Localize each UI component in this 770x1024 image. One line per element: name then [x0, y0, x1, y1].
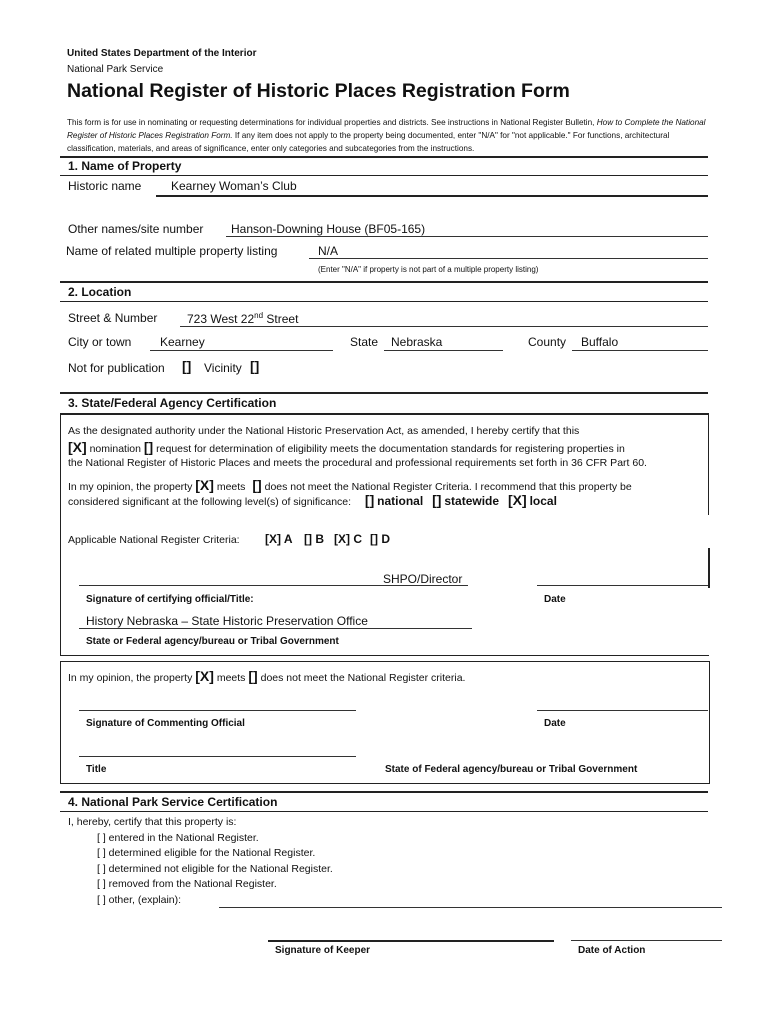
field-underline: [226, 236, 708, 237]
cert-line1: As the designated authority under the National Historic Preservation Act, as amended, I hereby certify that this: [68, 425, 580, 437]
vicinity-label: Vicinity: [204, 361, 242, 375]
historic-name-field[interactable]: Kearney Woman’s Club: [171, 179, 297, 193]
commenting-does-not-meet-checkbox[interactable]: []: [248, 668, 258, 684]
related-listing-note: (Enter "N/A" if property is not part of a multiple property listing): [318, 265, 539, 274]
nps-option-eligible[interactable]: [ ] determined eligible for the National Register.: [97, 847, 316, 859]
city-field[interactable]: Kearney: [160, 335, 205, 349]
keeper-signature-label: Signature of Keeper: [275, 945, 371, 956]
explain-line[interactable]: [219, 907, 722, 908]
criteria-a-checkbox[interactable]: [X] A: [265, 532, 293, 546]
cert-line2: [X] nomination [] request for determination of eligibility meets the documentation standards for registering properties in: [68, 439, 625, 455]
agency-field[interactable]: History Nebraska – State Historic Preservation Office: [86, 614, 368, 628]
field-underline: [309, 258, 708, 259]
significance-line: considered significant at the following level(s) of significance: [] national [] statewide [X] local: [68, 492, 557, 508]
section-divider: [60, 156, 708, 158]
national-checkbox[interactable]: []: [364, 492, 375, 508]
date-of-action-label: Date of Action: [578, 945, 646, 956]
state-label: State: [350, 335, 379, 349]
signer-title: SHPO/Director: [383, 572, 463, 586]
historic-name-label: Historic name: [68, 179, 142, 193]
not-for-publication-checkbox[interactable]: []: [182, 358, 192, 374]
date-line[interactable]: [537, 585, 708, 586]
county-label: County: [528, 335, 567, 349]
box-edge: [708, 548, 710, 588]
certifying-signature-label: Signature of certifying official/Title:: [86, 594, 254, 605]
opinion-line: In my opinion, the property [X] meets [] does not meet the National Register Criteria. I recommend that this property be: [68, 477, 632, 493]
county-field[interactable]: Buffalo: [581, 335, 619, 349]
section-divider: [60, 811, 708, 812]
department-name: United States Department of the Interior: [67, 48, 257, 59]
request-checkbox[interactable]: []: [143, 439, 154, 455]
section-divider: [60, 175, 708, 176]
certifying-date-label: Date: [544, 594, 566, 605]
commenting-date-label: Date: [544, 718, 566, 729]
section2-heading: 2. Location: [68, 285, 132, 299]
meets-checkbox[interactable]: [X]: [195, 477, 214, 493]
not-for-publication-label: Not for publication: [68, 361, 165, 375]
signature-line[interactable]: [79, 585, 468, 586]
section4-heading: 4. National Park Service Certification: [68, 795, 278, 809]
field-underline: [572, 350, 708, 351]
service-name: National Park Service: [67, 64, 164, 75]
nps-certify-text: I, hereby, certify that this property is:: [68, 816, 237, 828]
commenting-title-label: Title: [86, 764, 107, 775]
agency-label: State or Federal agency/bureau or Tribal Government: [86, 636, 339, 647]
section-divider: [60, 281, 708, 283]
street-field[interactable]: 723 West 22nd Street: [187, 311, 299, 326]
intro-text: This form is for use in nominating or requesting determinations for individual properties and districts. See instructions in National Register Bulletin, How to Complete the National Register of Historic Places Registration Form. If any item does not apply to the property being documented, enter "N/A" for "not applicable." For functions, architectural classification, materials, and areas of significance, enter only categories and subcategories from the instructions.: [67, 118, 706, 153]
criteria-label: Applicable National Register Criteria:: [68, 534, 240, 546]
related-listing-field[interactable]: N/A: [318, 244, 339, 258]
field-underline: [79, 628, 472, 629]
nps-option-removed[interactable]: [ ] removed from the National Register.: [97, 878, 277, 890]
commenting-signature-label: Signature of Commenting Official: [86, 718, 245, 729]
state-field[interactable]: Nebraska: [391, 335, 443, 349]
local-checkbox[interactable]: [X]: [507, 492, 527, 508]
date-line[interactable]: [537, 710, 708, 711]
vicinity-checkbox[interactable]: []: [250, 358, 260, 374]
commenting-opinion-line: In my opinion, the property [X] meets [] does not meet the National Register criteria.: [68, 668, 466, 684]
section1-heading: 1. Name of Property: [68, 159, 182, 173]
cert-line3: the National Register of Historic Places and meets the procedural and professional requirements set forth in 36 CFR Part 60.: [68, 457, 647, 469]
street-label: Street & Number: [68, 311, 158, 325]
criteria-c-checkbox[interactable]: [X] C: [334, 532, 362, 546]
keeper-signature-line[interactable]: [268, 940, 554, 942]
box-edge: [708, 413, 709, 515]
city-label: City or town: [68, 335, 132, 349]
page-title: National Register of Historic Places Registration Form: [67, 80, 570, 102]
field-underline: [180, 326, 708, 327]
field-underline: [156, 195, 708, 197]
commenting-agency-label: State of Federal agency/bureau or Tribal Government: [385, 764, 638, 775]
commenting-meets-checkbox[interactable]: [X]: [195, 668, 214, 684]
other-names-label: Other names/site number: [68, 222, 204, 236]
field-underline: [150, 350, 333, 351]
section-divider: [60, 791, 708, 793]
criteria-d-checkbox[interactable]: [] D: [370, 532, 390, 546]
action-date-line[interactable]: [571, 940, 722, 941]
nps-option-not-eligible[interactable]: [ ] determined not eligible for the National Register.: [97, 863, 333, 875]
title-line[interactable]: [79, 756, 356, 757]
signature-line[interactable]: [79, 710, 356, 711]
nps-option-other[interactable]: [ ] other, (explain):: [97, 894, 182, 906]
does-not-meet-checkbox[interactable]: []: [252, 477, 262, 493]
nomination-checkbox[interactable]: [X]: [68, 439, 87, 455]
section3-heading: 3. State/Federal Agency Certification: [68, 396, 277, 410]
other-names-field[interactable]: Hanson-Downing House (BF05-165): [231, 222, 426, 236]
criteria-b-checkbox[interactable]: [] B: [304, 532, 324, 546]
nps-option-entered[interactable]: [ ] entered in the National Register.: [97, 832, 259, 844]
statewide-checkbox[interactable]: []: [432, 492, 442, 508]
section-divider: [60, 301, 708, 302]
section-divider: [60, 392, 708, 394]
field-underline: [384, 350, 503, 351]
related-listing-label: Name of related multiple property listing: [66, 244, 278, 258]
